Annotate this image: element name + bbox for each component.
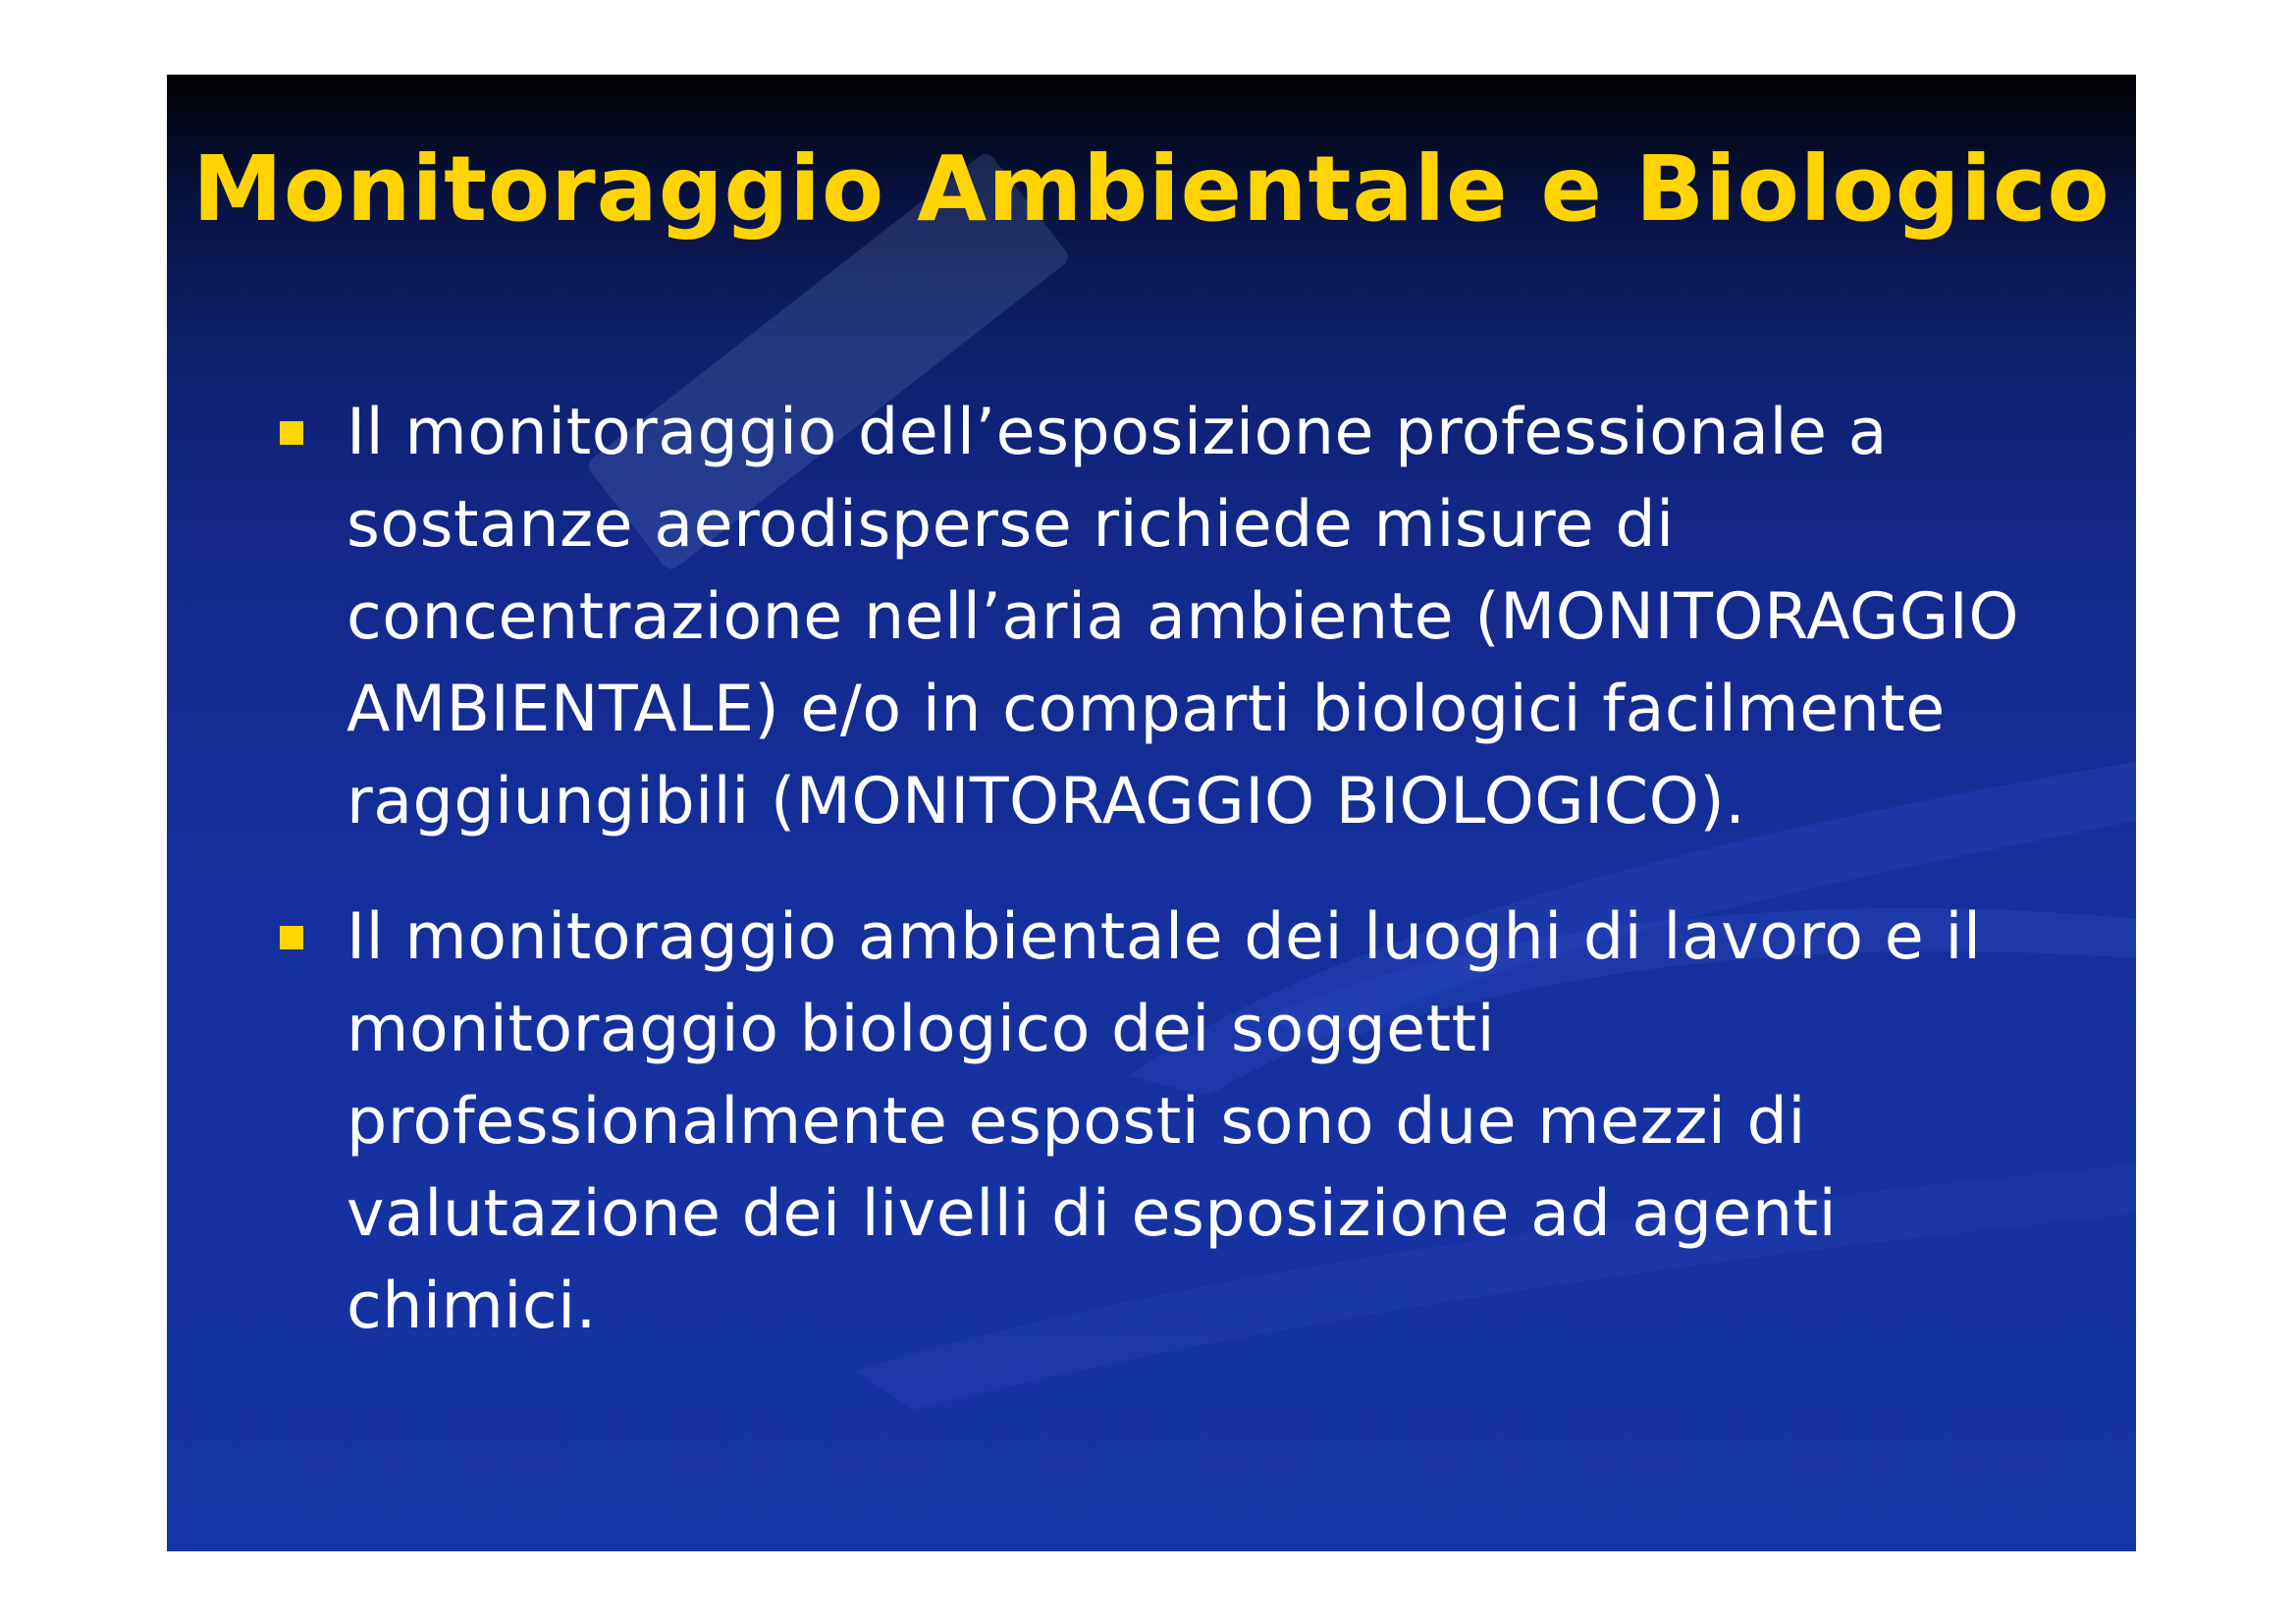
slide bbox=[167, 75, 2136, 1551]
bullet-text: Il monitoraggio dell’esposizione professionale a sostanze aerodisperse richiede misure di concentrazione nell’aria ambiente (MONITORAGGIO AMBIENTALE) e/o in comparti biologici facilmente raggiungibili (MONITORAGGIO BIOLOGICO). bbox=[347, 396, 2020, 839]
bullet-text: Il monitoraggio ambientale dei luoghi di lavoro e il monitoraggio biologico dei soggetti professionalmente esposti sono due mezzi di valutazione dei livelli di esposizione ad agenti chimici. bbox=[347, 900, 1982, 1343]
square-bullet-icon bbox=[280, 421, 303, 445]
bullet-item bbox=[167, 892, 2136, 1353]
bullet-list bbox=[167, 387, 2136, 1396]
bullet-item bbox=[167, 387, 2136, 848]
square-bullet-icon bbox=[280, 926, 303, 949]
slide-title: Monitoraggio Ambientale e Biologico bbox=[192, 136, 2110, 242]
